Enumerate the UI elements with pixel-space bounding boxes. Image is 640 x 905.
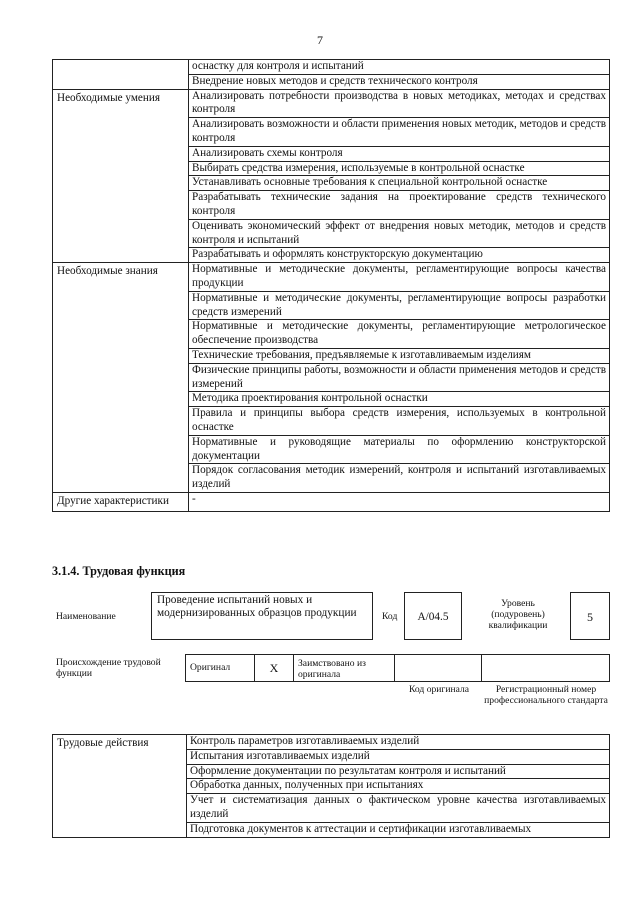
page-number: 7 [317,33,323,47]
function-name-box: Проведение испытаний новых и модернизированных образцов продукции [151,592,373,640]
list-item: Выбирать средства измерения, используемые в контрольной оснастке [189,161,610,176]
section-title: 3.1.4. Трудовая функция [52,564,186,578]
list-item: Нормативные и методические документы, регламентирующие вопросы разработки средств измерений [189,291,610,320]
row-label: Необходимые знания [53,263,189,493]
row-label: Необходимые умения [53,89,189,263]
list-item: Учет и систематизация данных о фактическом уровне качества изготавливаемых изделий [187,794,610,823]
list-item: Методика проектирования контрольной оснастки [189,392,610,407]
table-row [53,89,610,118]
list-item: Обработка данных, полученных при испытаниях [187,779,610,794]
list-item: Порядок согласования методик измерений, контроля и испытаний изготавливаемых изделий [189,464,610,493]
table-row [53,492,610,511]
origin-label: Происхождение трудовой функции [56,657,161,679]
list-item: Оценивать экономический эффект от внедрения новых методик, методов и средств контроля и испытаний [189,219,610,248]
list-item: Разрабатывать и оформлять конструкторскую документацию [189,248,610,263]
name-label: Наименование [56,611,116,622]
function-code-box: А/04.5 [404,592,462,640]
list-item: Анализировать возможности и области применения новых методик, методов и средств контроля [189,118,610,147]
table-row [53,735,610,750]
code-original-caption: Код оригинала [408,684,470,695]
code-label: Код [382,611,398,622]
level-value-box: 5 [570,592,610,640]
list-item: Анализировать потребности производства в новых методиках, методах и средствах контроля [189,89,610,118]
list-item: Нормативные и руководящие материалы по оформлению конструкторской документации [189,435,610,464]
list-item: - [189,492,610,511]
labor-actions-table [52,734,610,838]
list-item: Нормативные и методические документы, регламентирующие метрологическое обеспечение производства [189,320,610,349]
list-item: Подготовка документов к аттестации и сертификации изготавливаемых [187,822,610,837]
list-item: Анализировать схемы контроля [189,146,610,161]
list-item: Внедрение новых методов и средств технического контроля [189,74,610,89]
list-item: Испытания изготавливаемых изделий [187,749,610,764]
list-item: Оформление документации по результатам контроля и испытаний [187,764,610,779]
list-item: Нормативные и методические документы, регламентирующие вопросы качества продукции [189,263,610,292]
table-row [53,263,610,292]
list-item: Устанавливать основные требования к специальной контрольной оснастке [189,176,610,191]
borrowed-label: Заимствовано из оригинала [293,654,395,682]
level-label: Уровень (подуровень) квалификации [488,598,548,631]
qualification-table [52,59,610,512]
list-item: оснастку для контроля и испытаний [189,60,610,75]
reg-number-cell [481,654,610,682]
original-mark: Х [254,654,294,682]
row-label: Другие характеристики [53,492,189,511]
list-item: Физические принципы работы, возможности и области применения методов и средств измерений [189,363,610,392]
original-code-cell [394,654,482,682]
list-item: Правила и принципы выбора средств измерения, используемых в контрольной оснастке [189,407,610,436]
list-item: Контроль параметров изготавливаемых изделий [187,735,610,750]
table-row [53,60,610,75]
list-item: Разрабатывать технические задания на проектирование средств технического контроля [189,191,610,220]
row-label [53,60,189,90]
reg-number-caption: Регистрационный номер профессионального стандарта [484,684,608,706]
row-label: Трудовые действия [53,735,187,838]
original-label: Оригинал [185,654,255,682]
list-item: Технические требования, предъявляемые к изготавливаемым изделиям [189,348,610,363]
